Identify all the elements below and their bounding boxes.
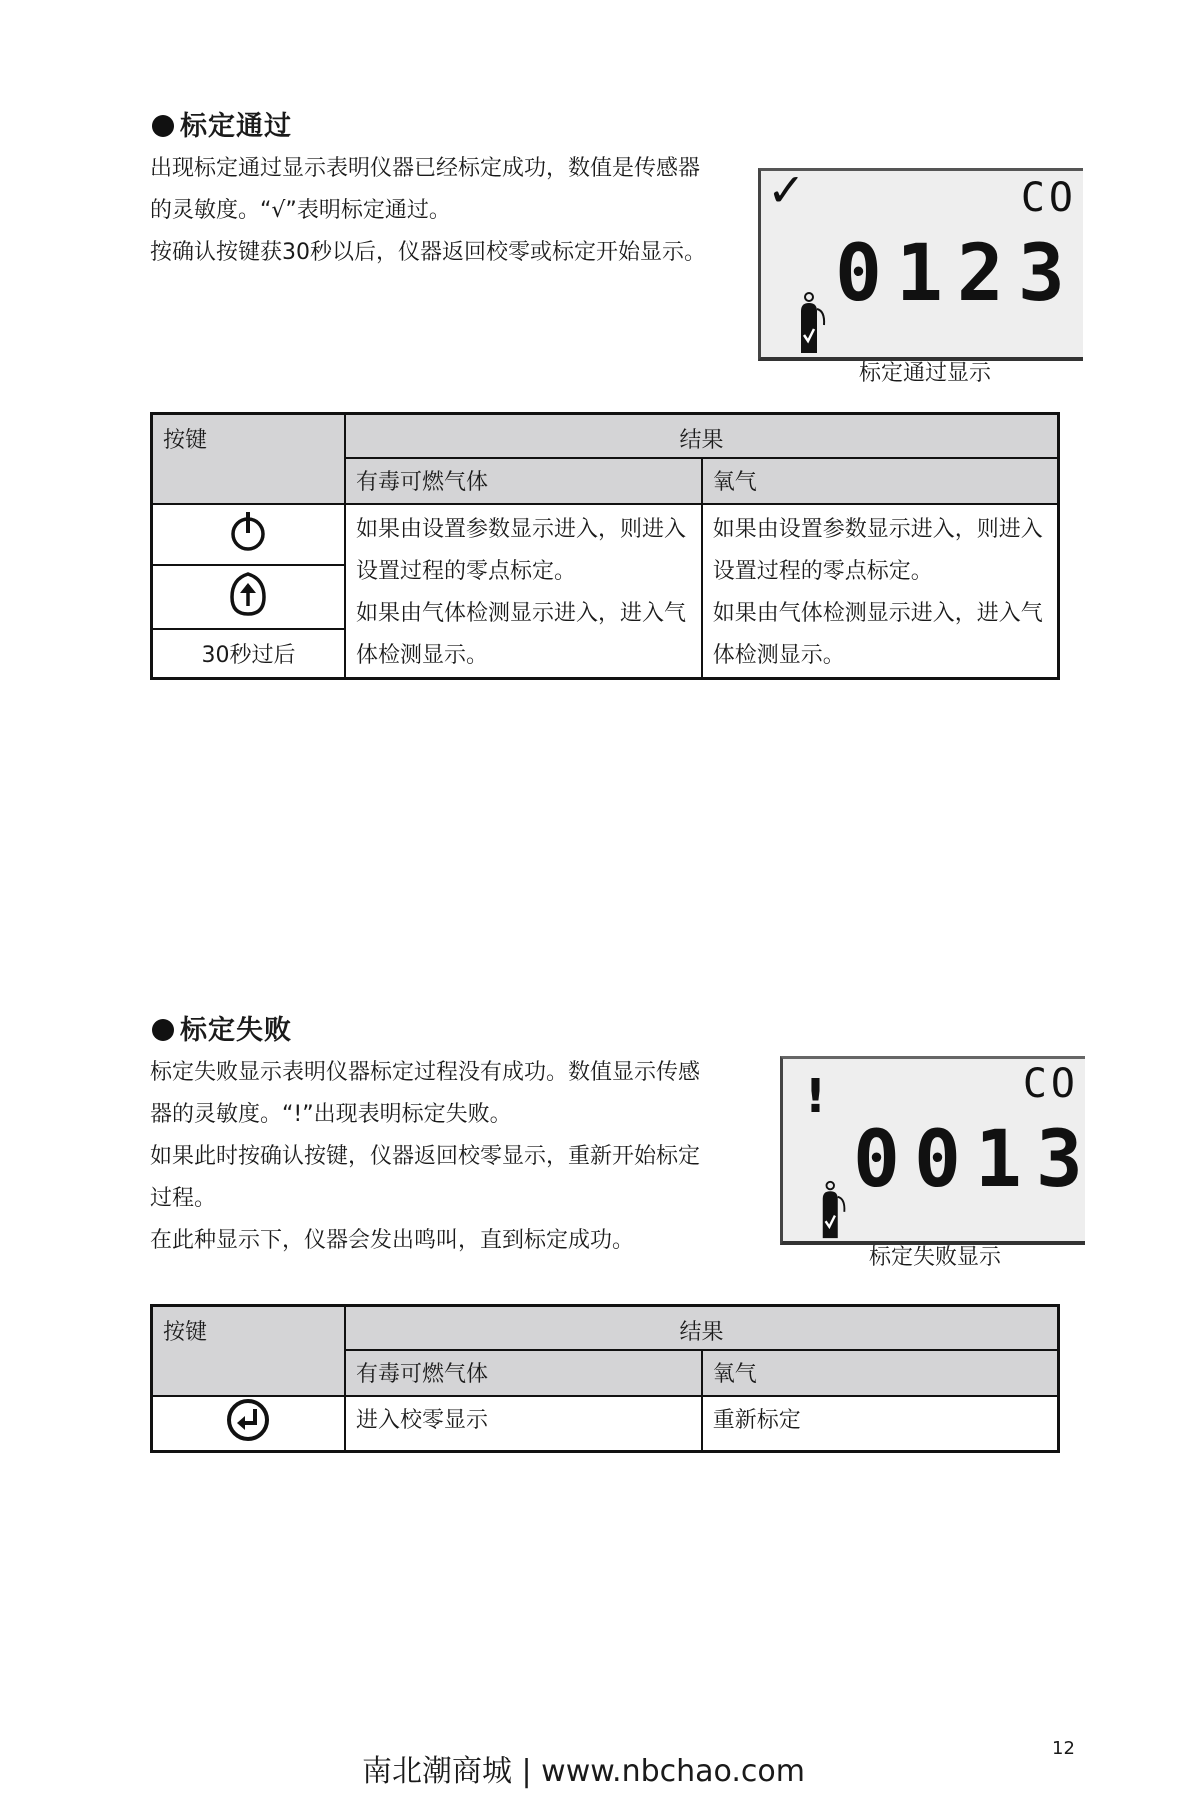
paragraph: 出现标定通过显示表明仪器已经标定成功，数值是传感器的灵敏度。“√”表明标定通过。 — [150, 156, 701, 223]
result-text: 如果由气体检测显示进入，进入气体检测显示。 — [712, 600, 1043, 668]
col-oxygen-label: 氧气 — [712, 1361, 757, 1387]
result-text: 重新标定 — [712, 1407, 801, 1433]
result-toxic — [345, 504, 702, 679]
result-text: 如果由气体检测显示进入，进入气体检测显示。 — [355, 600, 686, 668]
page-number: 12 — [1052, 1738, 1075, 1759]
header-result-label: 结果 — [679, 1320, 724, 1345]
key-result-table-pass — [150, 412, 1060, 680]
gas-cylinder-check-icon — [797, 291, 829, 353]
col-toxic-label: 有毒可燃气体 — [355, 469, 488, 495]
col-oxygen — [702, 1350, 1059, 1396]
fail-description — [150, 1052, 710, 1262]
lcd-caption-pass: 标定通过显示 — [858, 361, 991, 386]
col-toxic-label: 有毒可燃气体 — [355, 1361, 488, 1387]
result-text: 如果由设置参数显示进入，则进入设置过程的零点标定。 — [355, 516, 686, 584]
reading-value: 0123 — [835, 229, 1079, 319]
check-icon: ✓ — [767, 163, 806, 217]
result-text: 进入校零显示 — [355, 1407, 488, 1433]
key-30s — [152, 629, 345, 678]
gas-cylinder-check-icon — [819, 1179, 849, 1239]
key-up — [152, 565, 345, 629]
col-oxygen-label: 氧气 — [712, 469, 757, 495]
paragraph: 在此种显示下，仪器会发出鸣叫，直到标定成功。 — [150, 1228, 635, 1253]
header-result — [345, 414, 1059, 458]
header-key-label: 按键 — [163, 428, 208, 453]
header-key — [152, 414, 345, 504]
paragraph: 按确认按键获30秒以后，仪器返回校零或标定开始显示。 — [150, 240, 706, 265]
key-enter — [152, 1396, 345, 1452]
col-toxic — [345, 1350, 702, 1396]
bullet-icon — [152, 115, 174, 137]
header-key — [152, 1306, 345, 1396]
footer-brand: 南北潮商城 | www.nbchao.com — [362, 1754, 805, 1789]
heading-text: 标定通过 — [180, 111, 292, 142]
header-result-label: 结果 — [679, 428, 724, 453]
col-oxygen — [702, 458, 1059, 504]
pass-description — [150, 148, 710, 274]
col-toxic — [345, 458, 702, 504]
paragraph: 标定失败显示表明仪器标定过程没有成功。数值显示传感器的灵敏度。“!”出现表明标定失败。 — [150, 1060, 701, 1127]
heading-text: 标定失败 — [180, 1015, 292, 1046]
result-text: 如果由设置参数显示进入，则进入设置过程的零点标定。 — [712, 516, 1043, 584]
enter-icon — [226, 1398, 270, 1442]
reading-value: 0013 — [853, 1115, 1097, 1205]
key-result-table-fail — [150, 1304, 1060, 1453]
lcd-display-pass — [758, 163, 1083, 361]
up-arrow-icon — [228, 571, 268, 617]
section-heading-fail — [152, 1008, 292, 1047]
bullet-icon — [152, 1019, 174, 1041]
header-key-label: 按键 — [163, 1320, 208, 1345]
section-heading-pass — [152, 104, 292, 143]
result-toxic — [345, 1396, 702, 1452]
paragraph: 如果此时按确认按键，仪器返回校零显示，重新开始标定过程。 — [150, 1144, 701, 1211]
result-oxygen — [702, 504, 1059, 679]
lcd-display-fail — [780, 1056, 1097, 1245]
key-30s-label: 30秒过后 — [201, 642, 296, 668]
header-result — [345, 1306, 1059, 1350]
key-power — [152, 504, 345, 566]
exclamation-icon: ! — [805, 1069, 826, 1123]
gas-label: CO — [1020, 175, 1077, 221]
power-icon — [228, 509, 268, 553]
result-oxygen — [702, 1396, 1059, 1452]
gas-label: CO — [1022, 1061, 1079, 1107]
lcd-caption-fail: 标定失败显示 — [868, 1245, 1001, 1270]
